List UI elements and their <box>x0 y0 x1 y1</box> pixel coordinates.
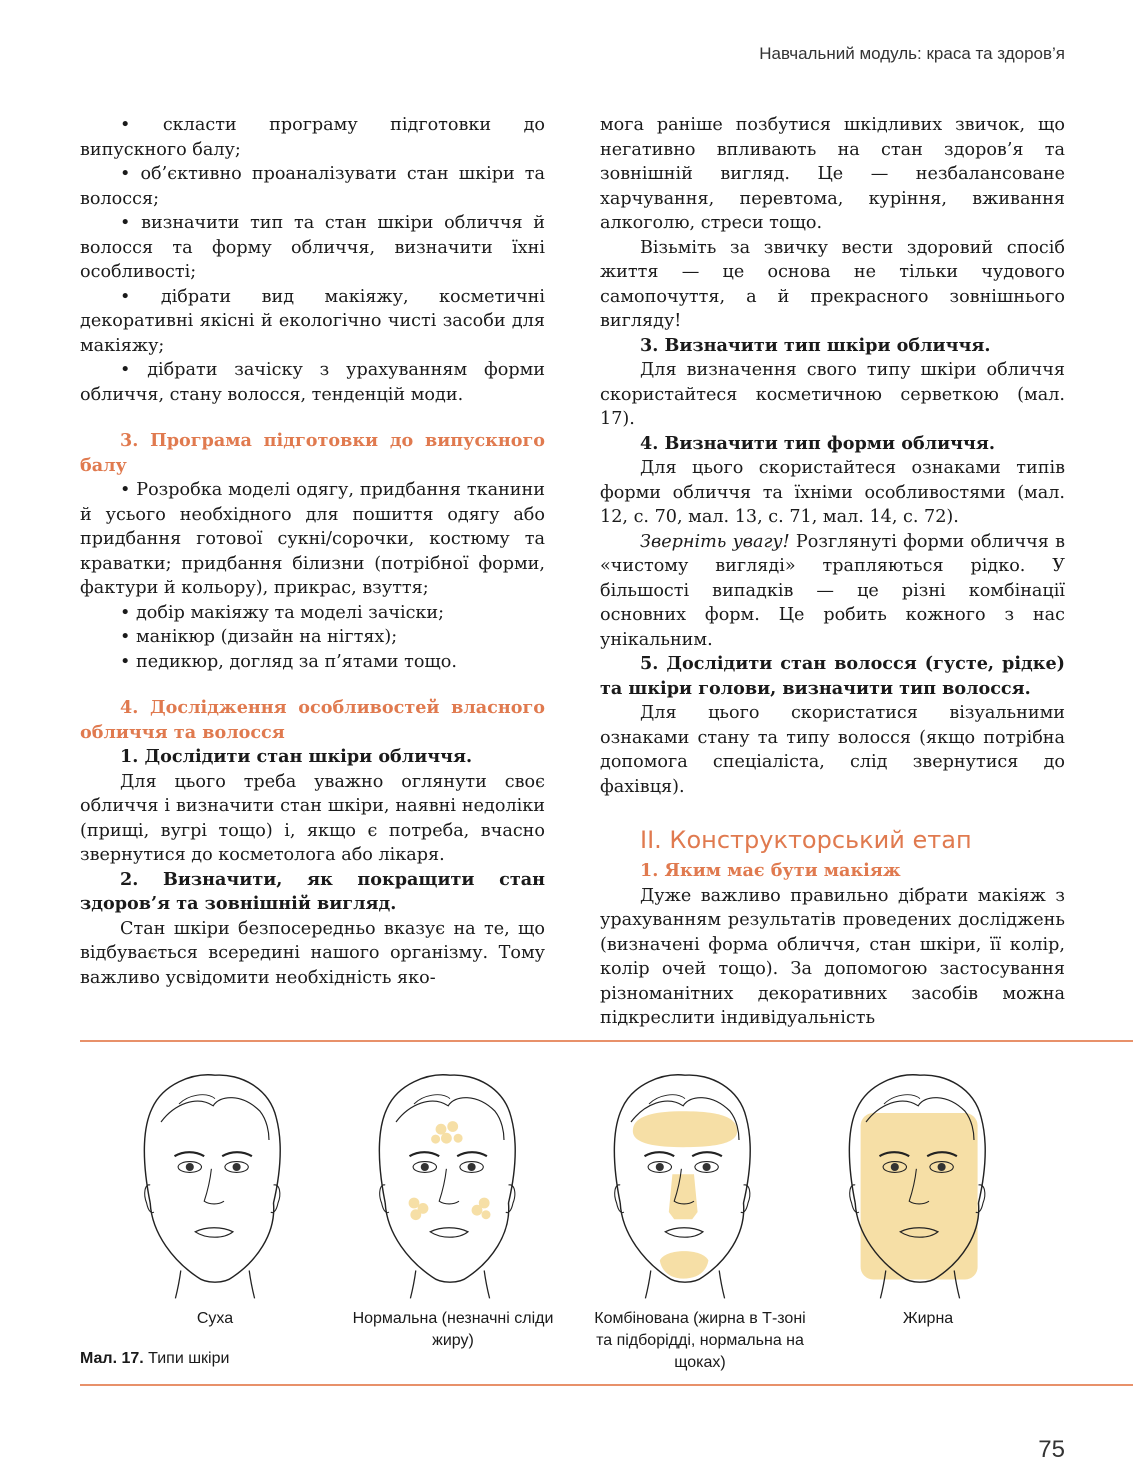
figure-label <box>80 1350 229 1368</box>
paragraph: Дуже важливо правильно дібрати макіяж з урахуванням результатів проведених досліджень (визначені форма обличчя, стан шкіри, її колір, колір очей тощо). За допомогою застосування різноманітних декоративних засобів можна підкреслити індивідуальність <box>600 885 1065 1028</box>
paragraph: • скласти програму підготовки до випускного балу; <box>80 115 545 160</box>
figure-number: Мал. 17. <box>80 1350 144 1367</box>
left-column <box>80 113 545 990</box>
oil-t-zone <box>633 1111 737 1278</box>
paragraph: • добір макіяжу та моделі зачіски; <box>120 602 445 623</box>
attention-note: Зверніть увагу! <box>640 531 790 552</box>
face-normal-illustration <box>360 1060 540 1310</box>
paragraph: Для цього скористайтеся ознаками типів форми обличчя та їхніми особливостями (мал. 12, с. 70, мал. 13, с. 71, мал. 14, с. 72). <box>600 458 1065 527</box>
caption-oily: Жирна <box>902 1310 954 1327</box>
face-oily-illustration <box>830 1060 1010 1310</box>
paragraph: • об’єктивно проаналізувати стан шкіри та волосся; <box>80 164 545 209</box>
paragraph: • визначити тип та стан шкіри обличчя й волосся та форму обличчя, визначити їхні особливості; <box>80 213 545 282</box>
section-heading: 4. Дослідження особливостей власного обличчя та волосся <box>80 697 545 743</box>
oil-spots-cheeks <box>409 1198 491 1221</box>
subheading: 4. Визначити тип форми обличчя. <box>640 432 996 454</box>
paragraph: Візьміть за звичку вести здоровий спосіб життя — це основа не тільки чудового самопочуття, а й прекрасного зовнішнього вигляду! <box>600 237 1065 331</box>
right-column <box>600 113 1065 1031</box>
subheading: 1. Дослідити стан шкіри обличчя. <box>120 746 473 767</box>
paragraph: мога раніше позбутися шкідливих звичок, що негативно впливають на стан здоров’я та зовнішній вигляд. Це — незбалансоване харчування, перевтома, куріння, вживання алкоголю, стреси тощо. <box>600 115 1065 233</box>
subheading: 2. Визначити, як покращити стан здоров’я та зовнішній вигляд. <box>80 868 545 914</box>
subheading: 5. Дослідити стан волосся (густе, рідке) та шкіри голови, визначити тип волосся. <box>600 653 1065 699</box>
face-combination-illustration <box>595 1060 775 1310</box>
paragraph: Стан шкіри безпосередньо вказує на те, що відбувається всередині нашого організму. Тому важливо усвідомити необхідність яко- <box>80 918 545 988</box>
paragraph: • Розробка моделі одягу, придбання тканини й усього необхідного для пошиття одягу або придбання готової сукні/сорочки, костюму та краватки; придбання білизни (потрібної форми, фактури й кольору), прикрас, взуття; <box>80 480 545 598</box>
caption-dry: Суха <box>196 1310 234 1327</box>
subheading: 3. Визначити тип шкіри обличчя. <box>640 334 991 356</box>
paragraph: • манікюр (дизайн на нігтях); <box>120 627 398 647</box>
paragraph: Для цього скористатися візуальними ознаками стану та типу волосся (якщо потрібна допомога спеціаліста, слід звернутися до фахівця). <box>600 703 1065 797</box>
section-heading: 3. Програма підготовки до випускного балу <box>80 430 545 476</box>
page-number: 75 <box>1038 1436 1065 1463</box>
paragraph: • дібрати вид макіяжу, косметичні декоративні якісні й екологічно чисті засоби для макіяжу; <box>80 286 545 356</box>
figure-title: Типи шкіри <box>143 1350 230 1367</box>
caption-normal: Нормальна (незначні сліди жиру) <box>352 1310 554 1349</box>
running-header: Навчальний модуль: краса та здоров’я <box>759 44 1065 63</box>
face-dry-illustration <box>125 1060 305 1310</box>
paragraph: Для цього треба уважно оглянути своє обличчя і визначити стан шкіри, наявні недоліки (прищі, вугрі тощо) і, якщо є потреба, вчасно звернутися до косметолога або лікаря. <box>80 771 545 865</box>
caption-combination: Комбінована (жирна в Т-зоні та підборідді, нормальна на щоках) <box>594 1310 806 1371</box>
section-heading: 1. Яким має бути макіяж <box>640 860 901 881</box>
paragraph: Для визначення свого типу шкіри обличчя скористайтеся косметичною серветкою (мал. 17). <box>600 360 1065 429</box>
oil-spots-forehead <box>431 1121 463 1144</box>
figure-top-rule <box>80 1040 1133 1042</box>
paragraph: • дібрати зачіску з урахуванням форми обличчя, стану волосся, тенденцій моди. <box>80 360 545 405</box>
stage-heading: ІІ. Конструкторський етап <box>640 826 972 854</box>
paragraph <box>600 530 1065 653</box>
paragraph-text: Розглянуті форми обличчя в «чистому вигляді» трапляються рідко. У більшості випадків — це різні комбінації основних форм. Це робить кожного з нас унікальним. <box>600 531 1065 650</box>
paragraph: • педикюр, догляд за п’ятами тощо. <box>120 651 457 672</box>
figure-bottom-rule <box>80 1384 1133 1386</box>
skin-types-figure <box>0 1060 1133 1310</box>
